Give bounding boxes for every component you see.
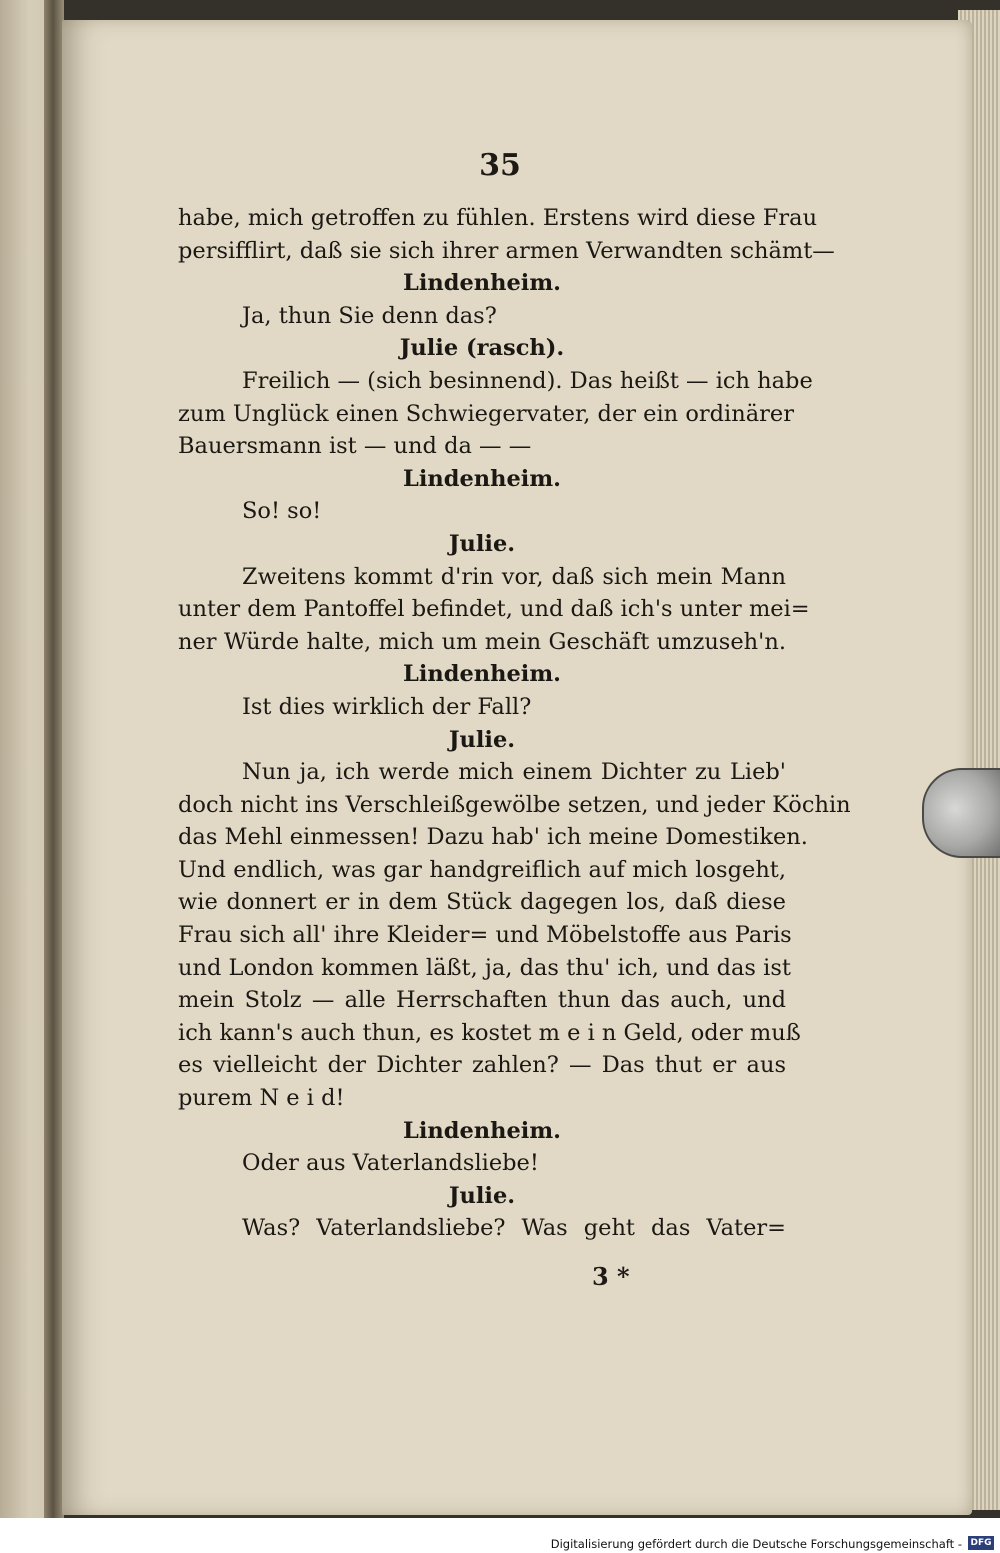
text-line: mein Stolz — alle Herrschaften thun das auch, und: [178, 987, 786, 1014]
text-line: Ja, thun Sie denn das?: [242, 302, 497, 329]
text-line: Oder aus Vaterlandsliebe!: [242, 1150, 539, 1177]
text-line: Und endlich, was gar handgreiflich auf mich losgeht,: [178, 856, 786, 883]
speaker-name: Lindenheim.: [403, 270, 561, 297]
page-number: 35: [479, 148, 521, 183]
dfg-logo: DFG: [968, 1536, 994, 1550]
text-line: ner Würde halte, mich um mein Geschäft umzuseh'n.: [178, 628, 786, 655]
text-line: unter dem Pantoffel befindet, und daß ich's unter mei=: [178, 596, 810, 623]
text-line: Bauersmann ist — und da — —: [178, 433, 532, 460]
text-line: Zweitens kommt d'rin vor, daß sich mein Mann: [242, 563, 786, 590]
page-text: [178, 202, 851, 1245]
text-line: Nun ja, ich werde mich einem Dichter zu Lieb': [242, 759, 786, 786]
signature-mark: 3 *: [592, 1262, 630, 1291]
text-line: Was? Vaterlandsliebe? Was geht das Vater=: [242, 1215, 786, 1242]
text-line: Ist dies wirklich der Fall?: [242, 693, 532, 720]
text-line: das Mehl einmessen! Dazu hab' ich meine Domestiken.: [178, 824, 808, 851]
text-line: habe, mich getroffen zu fühlen. Erstens wird diese Frau: [178, 205, 818, 231]
text-line: ich kann's auch thun, es kostet m e i n Geld, oder muß: [178, 1019, 801, 1046]
text-line: Frau sich all' ihre Kleider= und Möbelstoffe aus Paris: [178, 922, 792, 949]
text-line: So! so!: [242, 498, 322, 525]
bookmark-tab: [922, 768, 1000, 858]
speaker-name: Julie.: [448, 530, 516, 557]
text-line: Freilich — (sich besinnend). Das heißt — ich habe: [242, 367, 813, 394]
text-line: wie donnert er in dem Stück dagegen los, daß diese: [178, 889, 786, 916]
speaker-name: Julie (rasch).: [399, 335, 565, 362]
text-line: es vielleicht der Dichter zahlen? — Das thut er aus: [178, 1052, 786, 1079]
digitization-credit: Digitalisierung gefördert durch die Deutsche Forschungsgemeinschaft -: [550, 1537, 962, 1551]
speaker-name: Lindenheim.: [403, 661, 561, 688]
text-line: zum Unglück einen Schwiegervater, der ein ordinärer: [178, 400, 794, 427]
text-line: persifflirt, daß sie sich ihrer armen Verwandten schämt—: [178, 237, 835, 264]
speaker-name: Lindenheim.: [403, 465, 561, 492]
text-line: purem N e i d!: [178, 1085, 345, 1112]
text-line: und London kommen läßt, ja, das thu' ich, und das ist: [178, 954, 791, 981]
book-gutter: [44, 0, 64, 1518]
text-line: doch nicht ins Verschleißgewölbe setzen, und jeder Köchin: [178, 791, 851, 818]
speaker-name: Julie.: [448, 726, 516, 753]
speaker-name: Julie.: [448, 1182, 516, 1209]
speaker-name: Lindenheim.: [403, 1117, 561, 1144]
